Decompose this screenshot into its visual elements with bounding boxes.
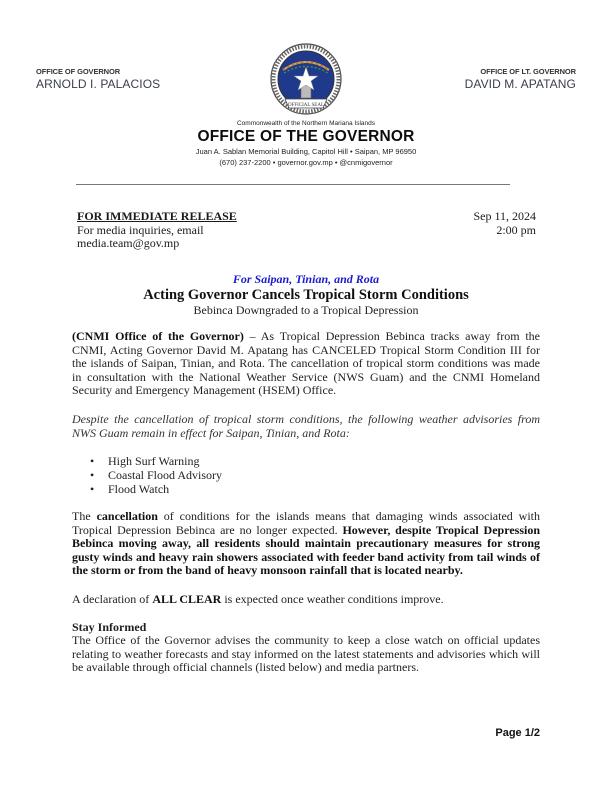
page-number: Page 1/2 — [495, 727, 540, 739]
paragraph-text: The — [72, 509, 97, 523]
lt-governor-name: DAVID M. APATANG — [464, 77, 576, 91]
governor-office-label: OFFICE OF GOVERNOR — [36, 67, 121, 76]
commonwealth-label: Commonwealth of the Northern Mariana Islands — [236, 120, 375, 127]
paragraph-precautions — [72, 510, 540, 578]
list-item: • Coastal Flood Advisory — [90, 468, 222, 482]
advisories-list — [90, 454, 222, 496]
svg-text:OFFICIAL SEAL: OFFICIAL SEAL — [287, 103, 325, 108]
list-item: • High Surf Warning — [90, 454, 222, 468]
paragraph-text: A declaration of — [72, 592, 153, 606]
emphasis-text: cancellation — [96, 509, 158, 523]
office-title: OFFICE OF THE GOVERNOR — [197, 128, 415, 145]
lt-governor-office-label: OFFICE OF LT. GOVERNOR — [480, 67, 576, 76]
paragraph-text: is expected once weather conditions improve. — [221, 592, 444, 606]
office-contact: (670) 237-2200 • governor.gov.mp • @cnmigovernor — [219, 158, 393, 167]
emphasis-text: However, despite Tropical Depression Bebinca moving away, all residents should maintain precautionary measures for strong gusty winds and heavy rain showers associated with feeder band activity from tail winds of the storm or from the band of heavy monsoon rainfall that is located nearby. — [72, 522, 540, 578]
media-email[interactable]: media.team@gov.mp — [77, 236, 180, 250]
emphasis-text: ALL CLEAR — [152, 592, 222, 606]
paragraph-text: of conditions for the islands means that damaging winds associated with Tropical Depression Bebinca are no longer expected. — [72, 509, 540, 537]
governor-header — [36, 67, 160, 91]
paragraph-text: – As Tropical Depression Bebinca tracks away from the CNMI, Acting Governor David M. Apatang has CANCELED Tropical Storm Condition III for the islands of Saipan, Tinian, and Rota. The cancellation of tropical storm conditions was made in consultation with the National Weather Service (NWS Guam) and the CNMI Homeland Security and Emergency Management (HSEM) Office. — [72, 329, 540, 398]
release-datetime — [473, 210, 536, 237]
release-date: Sep 11, 2024 — [473, 209, 536, 223]
paragraph-cancellation-announcement — [72, 330, 540, 398]
lt-governor-header — [465, 67, 576, 91]
paragraph-stay-informed: The Office of the Governor advises the community to keep a close watch on official updates relating to weather forecasts and stay informed on the latest statements and advisories which will be available through official channels (listed below) and media partners. — [72, 633, 540, 675]
governor-name: ARNOLD I. PALACIOS — [36, 77, 161, 91]
dateline: (CNMI Office of the Governor) — [72, 329, 244, 343]
release-time: 2:00 pm — [496, 222, 536, 237]
headline-subtitle: Bebinca Downgraded to a Tropical Depression — [193, 303, 419, 317]
header-divider — [76, 184, 510, 185]
office-address: Juan A. Sablan Memorial Building, Capitol Hill • Saipan, MP 96950 — [195, 147, 417, 156]
release-title: FOR IMMEDIATE RELEASE — [77, 209, 237, 223]
list-item: • Flood Watch — [90, 482, 222, 496]
media-inquiries-text: For media inquiries, email — [77, 222, 204, 237]
region-label: For Saipan, Tinian, and Rota — [232, 272, 380, 286]
release-info — [77, 210, 237, 251]
headline-title: Acting Governor Cancels Tropical Storm Conditions — [143, 287, 469, 303]
paragraph-all-clear — [72, 593, 540, 607]
paragraph-advisories-intro: Despite the cancellation of tropical storm conditions, the following weather advisories from NWS Guam remain in effect for Saipan, Tinian, and Rota: — [72, 412, 540, 440]
official-seal-icon — [266, 42, 346, 118]
section-heading-stay-informed: Stay Informed — [72, 620, 147, 634]
